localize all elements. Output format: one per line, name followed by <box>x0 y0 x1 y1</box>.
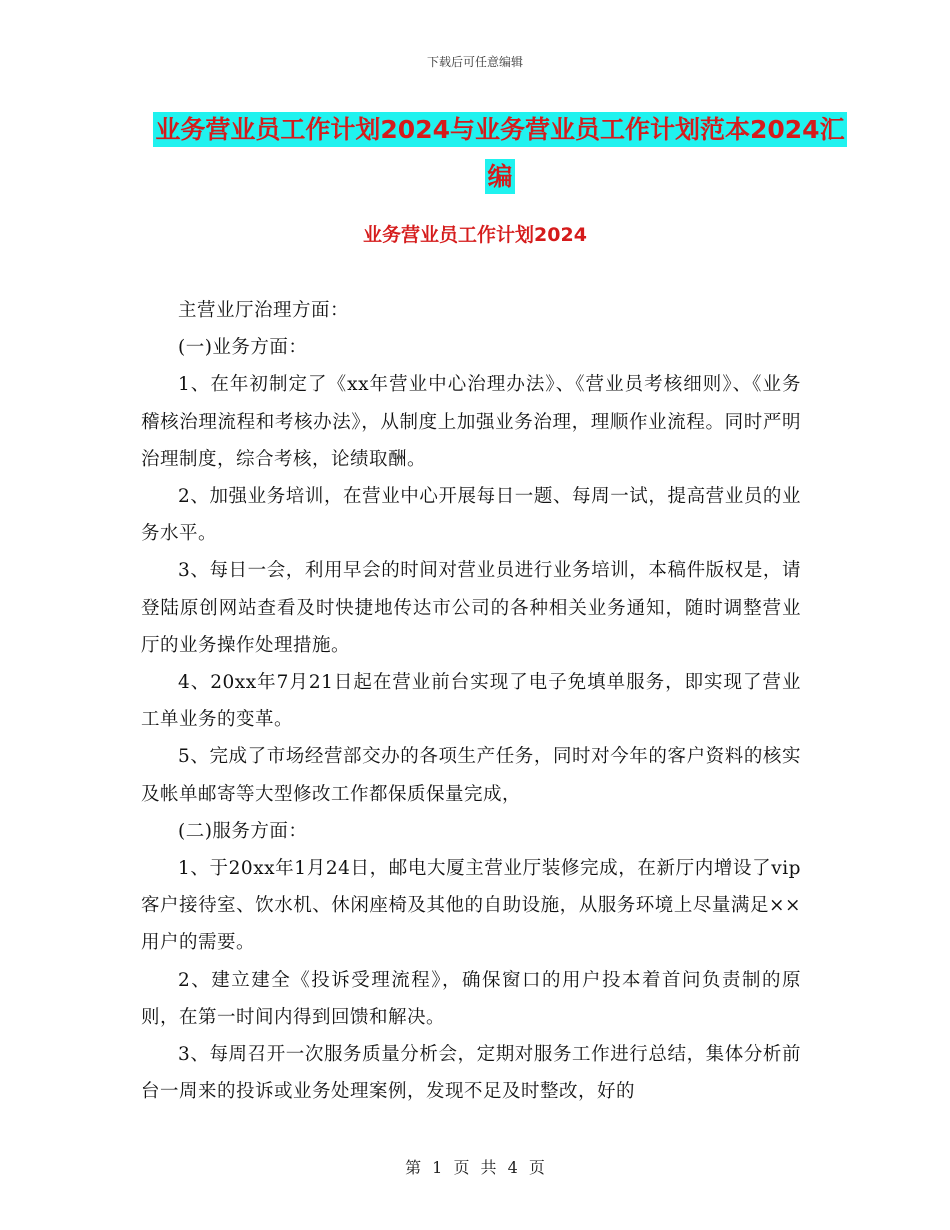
document-title-text: 业务营业员工作计划2024与业务营业员工作计划范本2024汇编 <box>153 112 846 194</box>
paragraph: 4、20xx年7月21日起在营业前台实现了电子免填单服务，即实现了营业工单业务的变革。 <box>141 672 801 731</box>
paragraph-heading-business: (一)业务方面： <box>178 337 308 359</box>
paragraph: 1、于20xx年1月24日，邮电大厦主营业厅装修完成，在新厅内增设了vip客户接待室、饮水机、休闲座椅及其他的自助设施，从服务环境上尽量满足××用户的需要。 <box>141 858 801 954</box>
paragraph-heading-service: (二)服务方面： <box>178 820 308 842</box>
paragraph: 1、在年初制定了《xx年营业中心治理办法》、《营业员考核细则》、《业务稽核治理流程和考核办法》，从制度上加强业务治理，理顺作业流程。同时严明治理制度，综合考核，论绩取酬。 <box>141 374 801 470</box>
section-title: 业务营业员工作计划2024 <box>363 224 587 246</box>
paragraph: 2、加强业务培训，在营业中心开展每日一题、每周一试，提高营业员的业务水平。 <box>141 486 801 545</box>
paragraph: 5、完成了市场经营部交办的各项生产任务，同时对今年的客户资料的核实及帐单邮寄等大型修改工作都保质保量完成， <box>141 746 801 805</box>
header-note: 下载后可任意编辑 <box>426 55 523 69</box>
paragraph-heading-main: 主营业厅治理方面： <box>178 300 350 321</box>
page-number-footer: 第 1 页 共 4 页 <box>405 1158 545 1177</box>
paragraph: 2、建立建全《投诉受理流程》，确保窗口的用户投本着首问负责制的原则，在第一时间内得到回馈和解决。 <box>141 969 801 1028</box>
document-title <box>150 106 850 200</box>
paragraph: 3、每日一会，利用早会的时间对营业员进行业务培训，本稿件版权是，请登陆原创网站查看及时快捷地传达市公司的各种相关业务通知，随时调整营业厅的业务操作处理措施。 <box>141 560 801 656</box>
body-text <box>141 292 801 1110</box>
paragraph: 3、每周召开一次服务质量分析会，定期对服务工作进行总结，集体分析前台一周来的投诉或业务处理案例，发现不足及时整改，好的 <box>141 1044 801 1103</box>
